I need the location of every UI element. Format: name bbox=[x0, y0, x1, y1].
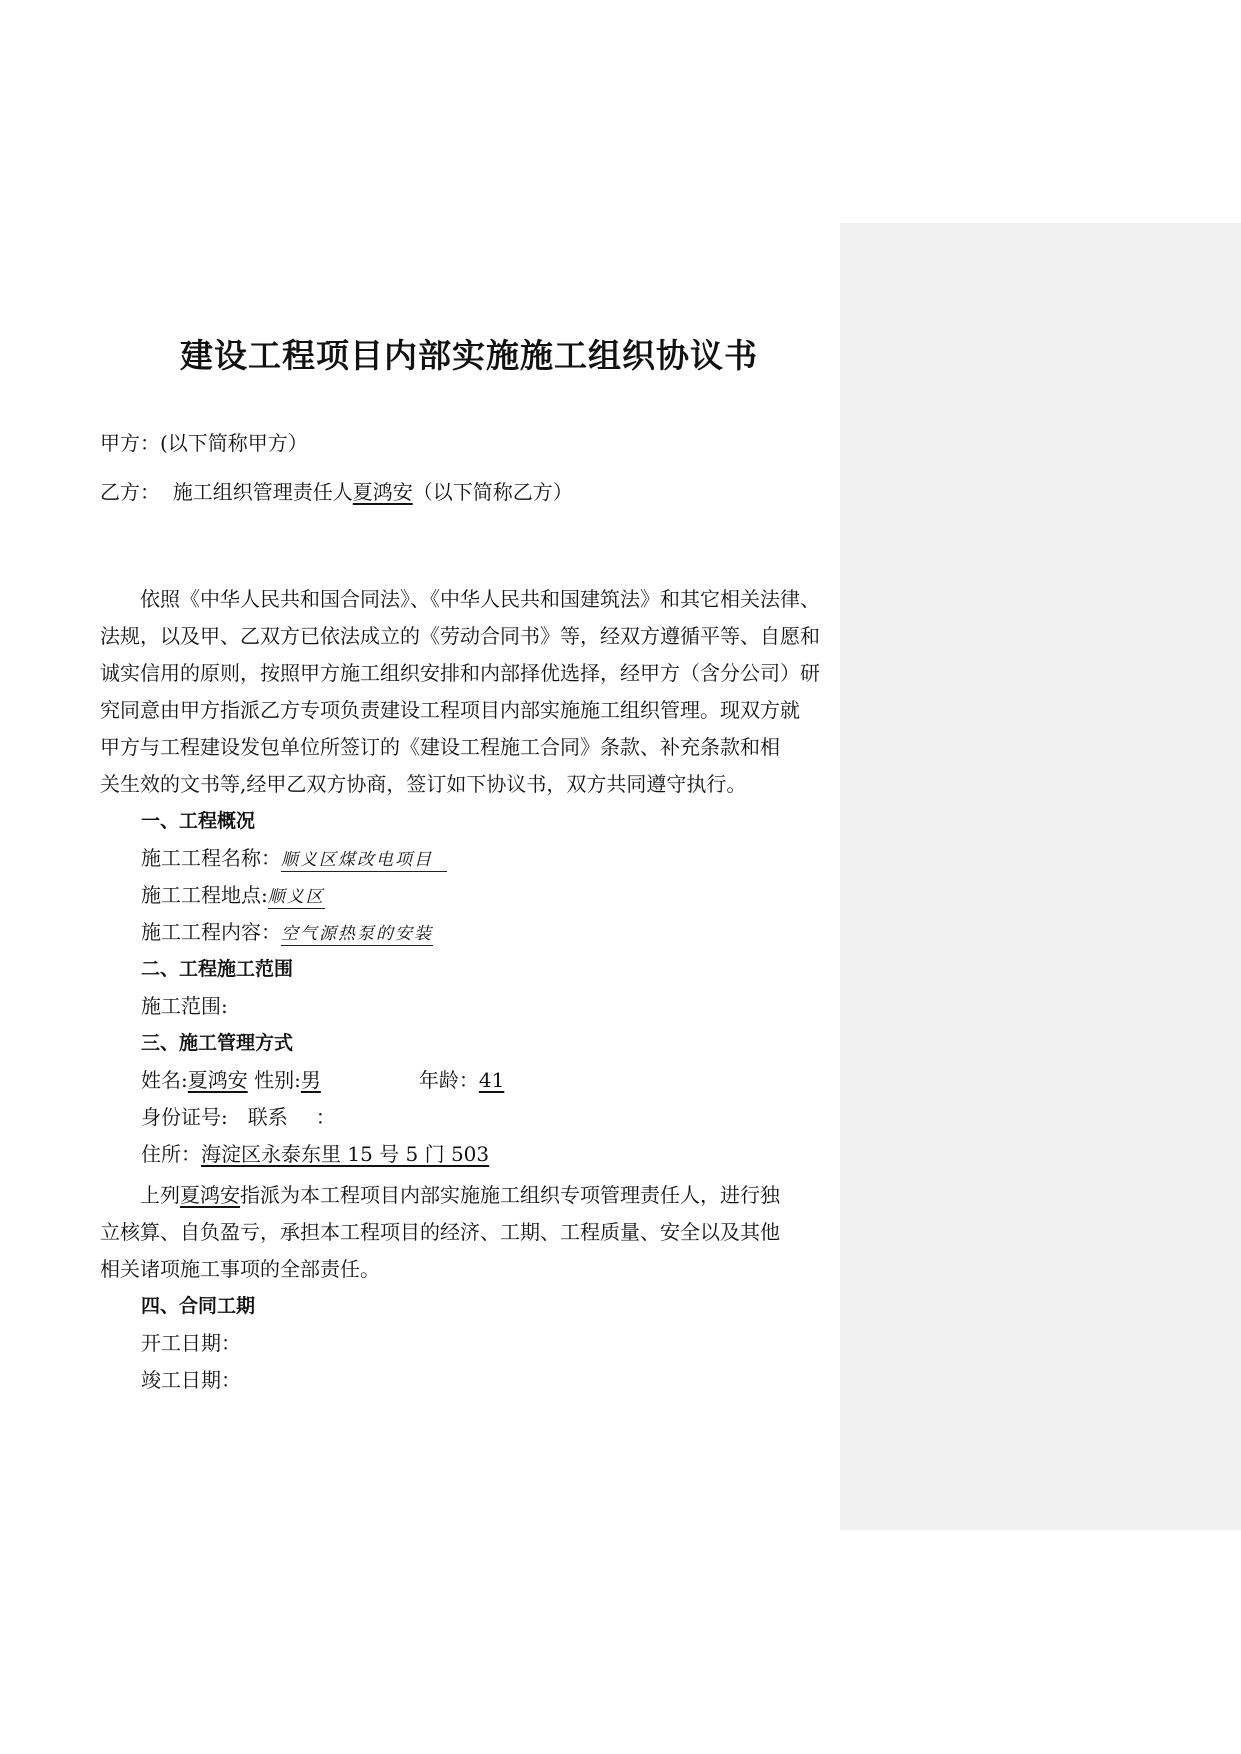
project-content-line bbox=[141, 914, 433, 953]
section-1-heading: 一、工程概况 bbox=[141, 810, 256, 832]
project-site-value: 顺义区 bbox=[267, 887, 325, 907]
party-b-prefix: 乙方： 施工组织管理责任人 bbox=[100, 480, 353, 504]
id-contact-line bbox=[141, 1099, 336, 1136]
address-label: 住所： bbox=[141, 1142, 201, 1166]
section-3-heading: 三、施工管理方式 bbox=[141, 1032, 294, 1054]
name-label: 姓名: bbox=[141, 1068, 188, 1092]
party-a-line: 甲方：(以下简称甲方） bbox=[100, 431, 308, 455]
party-b-name: 夏鸿安 bbox=[352, 480, 413, 504]
project-name-value: 顺义区煤改电项目 bbox=[281, 850, 447, 872]
party-b-suffix: （以下简称乙方） bbox=[412, 480, 573, 504]
section-4-heading: 四、合同工期 bbox=[141, 1295, 256, 1317]
assign-line-2: 立核算、自负盈亏，承担本工程项目的经济、工期、工程质量、安全以及其他 bbox=[100, 1220, 780, 1244]
project-name-label: 施工工程名称： bbox=[141, 846, 281, 870]
address-value: 海淀区永泰东里 15 号 5 门 503 bbox=[201, 1142, 490, 1166]
document-title: 建设工程项目内部实施施工组织协议书 bbox=[180, 336, 758, 375]
project-site-label: 施工工程地点: bbox=[141, 883, 268, 907]
gender-label: 性别: bbox=[254, 1068, 301, 1092]
name-value: 夏鸿安 bbox=[187, 1068, 248, 1092]
comment-pane bbox=[840, 223, 1241, 1530]
section-2-heading: 二、工程施工范围 bbox=[141, 958, 294, 980]
age-value: 41 bbox=[478, 1068, 505, 1092]
person-line bbox=[141, 1062, 504, 1099]
assign-line-1 bbox=[100, 1177, 835, 1214]
project-name-line bbox=[141, 840, 447, 879]
address-line bbox=[141, 1136, 489, 1173]
party-b-line bbox=[100, 474, 573, 511]
assign-name: 夏鸿安 bbox=[180, 1183, 240, 1207]
scope-line: 施工范围: bbox=[141, 994, 228, 1018]
intro-line-2: 法规，以及甲、乙双方已依法成立的《劳动合同书》等，经双方遵循平等、自愿和 bbox=[100, 624, 820, 648]
contact-colon: ： bbox=[315, 1105, 336, 1129]
contact-label: 联系 bbox=[247, 1105, 288, 1129]
gender-value: 男 bbox=[300, 1068, 321, 1092]
project-content-value: 空气源热泵的安装 bbox=[281, 924, 433, 944]
intro-line-3: 诚实信用的原则，按照甲方施工组织安排和内部择优选择，经甲方（含分公司）研 bbox=[100, 661, 820, 685]
intro-line-5: 甲方与工程建设发包单位所签订的《建设工程施工合同》条款、补充条款和相 bbox=[100, 735, 780, 759]
age-label: 年龄： bbox=[418, 1068, 479, 1092]
assignment-paragraph bbox=[100, 1177, 835, 1288]
intro-line-1: 依照《中华人民共和国合同法》、《中华人民共和国建筑法》和其它相关法律、 bbox=[140, 587, 820, 611]
end-date-line: 竣工日期： bbox=[141, 1368, 241, 1392]
assign-line1-suffix: 指派为本工程项目内部实施施工组织专项管理责任人，进行独 bbox=[240, 1183, 780, 1207]
intro-paragraph bbox=[100, 581, 835, 803]
project-site-line bbox=[141, 877, 325, 916]
start-date-line: 开工日期： bbox=[141, 1331, 241, 1355]
intro-line-4: 究同意由甲方指派乙方专项负责建设工程项目内部实施施工组织管理。现双方就 bbox=[100, 698, 800, 722]
intro-line-6: 关生效的文书等,经甲乙双方协商，签订如下协议书，双方共同遵守执行。 bbox=[100, 772, 747, 796]
project-content-label: 施工工程内容： bbox=[141, 920, 281, 944]
assign-prefix: 上列 bbox=[140, 1183, 180, 1207]
id-label: 身份证号: bbox=[141, 1105, 228, 1129]
assign-line-3: 相关诸项施工事项的全部责任。 bbox=[100, 1257, 380, 1281]
